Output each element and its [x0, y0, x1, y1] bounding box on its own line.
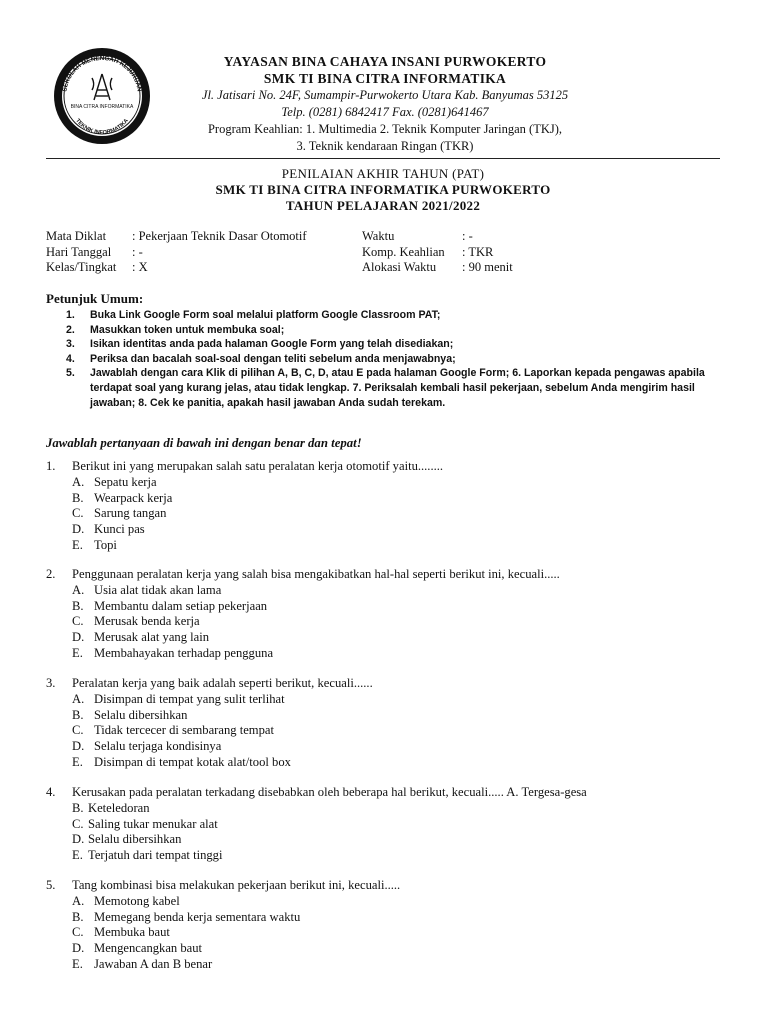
instruction-item [66, 352, 726, 367]
instruction-item [66, 323, 726, 338]
info-row [362, 245, 513, 261]
yayasan-name: YAYASAN BINA CAHAYA INSANI PURWOKERTO [223, 54, 547, 69]
option-letter: A. [72, 474, 85, 489]
option-letter: D. [72, 941, 85, 956]
option-text: Sarung tangan [94, 506, 167, 521]
answer-option [46, 506, 726, 522]
answer-option [46, 522, 726, 538]
school-address: Jl. Jatisari No. 24F, Sumampir-Purwokerto Utara Kab. Banyumas 53125 [201, 88, 569, 102]
option-text: Tidak tercecer di sembarang tempat [94, 723, 274, 738]
option-text: Jawaban A dan B benar [94, 956, 213, 971]
instructions-title: Petunjuk Umum: [46, 291, 144, 306]
option-text: Membuka baut [94, 925, 170, 940]
answer-option [46, 692, 726, 708]
answer-option [46, 957, 726, 973]
answer-option [46, 630, 726, 646]
option-text: Keteledoran [88, 800, 150, 815]
option-text: Merusak benda kerja [94, 614, 200, 629]
school-name: SMK TI BINA CITRA INFORMATIKA [263, 71, 507, 86]
answer-option [46, 614, 726, 630]
instruction-text: Buka Link Google Form soal melalui platform Google Classroom PAT; [90, 309, 441, 321]
option-text: Membahayakan terhadap pengguna [94, 645, 274, 660]
option-text: Membantu dalam setiap pekerjaan [94, 598, 268, 613]
info-value: : 90 menit [462, 260, 513, 274]
option-letter: D. [72, 630, 85, 645]
answer-option [46, 832, 726, 848]
option-text: Mengencangkan baut [94, 941, 203, 956]
option-letter: D. [72, 522, 85, 537]
answer-instruction: Jawablah pertanyaan di bawah ini dengan benar dan tepat! [46, 436, 362, 450]
question-text: Penggunaan peralatan kerja yang salah bisa mengakibatkan hal-hal seperti berikut ini, kecuali..... [72, 567, 560, 581]
answer-option [46, 925, 726, 941]
answer-option [46, 801, 726, 817]
question-number: 5. [46, 878, 56, 892]
info-row [362, 260, 513, 276]
instruction-number: 5. [66, 367, 75, 380]
option-text: Usia alat tidak akan lama [94, 582, 222, 597]
answer-option [46, 894, 726, 910]
exam-info-right [362, 229, 513, 276]
exam-title-line-1: PENILAIAN AKHIR TAHUN (PAT) [281, 166, 485, 181]
option-text: Selalu dibersihkan [88, 832, 182, 847]
question-5 [46, 878, 726, 973]
logo-ring-text: SEKOLAH MENENGAH KEJURUAN [61, 54, 143, 93]
option-letter: E. [72, 956, 83, 971]
question-number: 4. [46, 785, 56, 799]
option-letter: B. [72, 800, 84, 815]
instruction-text: Periksa dan bacalah soal-soal dengan teliti sebelum anda menjawabnya; [90, 352, 456, 365]
option-text: Memegang benda kerja sementara waktu [94, 909, 301, 924]
option-letter: E. [72, 645, 83, 660]
instructions-list [66, 308, 726, 410]
answer-option [46, 538, 726, 554]
info-label: Waktu [362, 229, 395, 243]
option-letter: E. [72, 848, 83, 863]
question-text: Kerusakan pada peralatan terkadang disebabkan oleh beberapa hal berikut, kecuali..... A. Tergesa-gesa [72, 785, 587, 799]
info-row [46, 245, 307, 261]
option-text: Disimpan di tempat yang sulit terlihat [94, 691, 285, 706]
option-text: Wearpack kerja [94, 490, 173, 505]
exam-title-line-2: SMK TI BINA CITRA INFORMATIKA PURWOKERTO [215, 182, 551, 197]
option-letter: A. [72, 691, 85, 706]
instruction-item [66, 337, 726, 352]
exam-title-line-3: TAHUN PELAJARAN 2021/2022 [285, 198, 481, 213]
option-letter: A. [72, 582, 85, 597]
answer-option [46, 646, 726, 662]
answer-option [46, 491, 726, 507]
instruction-text: Jawablah dengan cara Klik di pilihan A, B, C, D, atau E pada halaman Google Form; 6. Laporkan kepada pengawas apabila terdapat soal yang kurang jelas, atau tidak lengkap. 7. Periksalah kembali hasil pekerjaan, sebelum Anda mengirim hasil jawaban; 8. Cek ke panitia, apakah hasil jawaban Anda sudah terekam. [90, 367, 705, 409]
answer-option [46, 941, 726, 957]
exam-info-left [46, 229, 307, 276]
question-text: Berikut ini yang merupakan salah satu peralatan kerja otomotif yaitu........ [72, 459, 444, 473]
option-letter: D. [72, 739, 85, 754]
option-text: Disimpan di tempat kotak alat/tool box [94, 754, 291, 769]
answer-option [46, 910, 726, 926]
info-label: Komp. Keahlian [362, 244, 445, 259]
option-letter: B. [72, 707, 84, 722]
option-letter: E. [72, 537, 83, 552]
exam-title [46, 166, 720, 214]
option-letter: E. [72, 754, 83, 769]
option-text: Saling tukar menukar alat [88, 816, 218, 831]
info-label: Alokasi Waktu [362, 260, 437, 274]
option-letter: C. [72, 614, 84, 629]
header-divider [46, 158, 720, 159]
info-value: : - [132, 244, 143, 259]
instruction-text: Isikan identitas anda pada halaman Google Form yang telah disediakan; [90, 338, 454, 351]
info-value: : Pekerjaan Teknik Dasar Otomotif [132, 229, 307, 243]
info-value: : X [132, 260, 148, 274]
option-letter: D. [72, 832, 85, 847]
question-2 [46, 567, 726, 662]
answer-option [46, 739, 726, 755]
question-text: Peralatan kerja yang baik adalah seperti berikut, kecuali...... [72, 676, 373, 690]
info-value: : TKR [462, 244, 494, 259]
answer-option [46, 723, 726, 739]
answer-option [46, 475, 726, 491]
option-text: Selalu terjaga kondisinya [94, 739, 222, 754]
answer-option [46, 583, 726, 599]
option-text: Terjatuh dari tempat tinggi [88, 848, 223, 863]
program-line-1: Program Keahlian: 1. Multimedia 2. Teknik Komputer Jaringan (TKJ), [207, 122, 563, 136]
school-phone: Telp. (0281) 6842417 Fax. (0281)641467 [281, 105, 489, 119]
question-text: Tang kombinasi bisa melakukan pekerjaan berikut ini, kecuali..... [72, 878, 401, 892]
answer-option [46, 848, 726, 864]
instruction-item [66, 308, 726, 323]
info-row [362, 229, 513, 245]
logo-bottom-text: TEKNIK INFORMATIKA [74, 117, 130, 137]
answer-option [46, 708, 726, 724]
question-number: 3. [46, 676, 56, 690]
question-number: 1. [46, 459, 56, 473]
info-label: Kelas/Tingkat [46, 260, 117, 274]
option-text: Sepatu kerja [94, 474, 157, 489]
question-3 [46, 676, 726, 771]
instruction-number: 4. [66, 352, 75, 365]
instruction-item [66, 366, 726, 410]
instruction-text: Masukkan token untuk membuka soal; [90, 323, 285, 336]
school-logo [52, 46, 152, 146]
logo-center-text: BINA CITRA INFORMATIKA [70, 104, 134, 110]
answer-option [46, 755, 726, 771]
instruction-number: 1. [66, 309, 75, 321]
option-letter: C. [72, 816, 84, 831]
instruction-number: 3. [66, 338, 75, 351]
option-letter: A. [72, 893, 85, 908]
option-letter: B. [72, 909, 84, 924]
info-label: Hari Tanggal [46, 244, 112, 259]
option-letter: B. [72, 598, 84, 613]
option-letter: C. [72, 925, 84, 940]
program-line-2: 3. Teknik kendaraan Ringan (TKR) [296, 139, 474, 153]
info-row [46, 260, 307, 276]
option-text: Merusak alat yang lain [94, 630, 210, 645]
info-label: Mata Diklat [46, 229, 107, 243]
option-text: Memotong kabel [94, 893, 180, 908]
option-letter: B. [72, 490, 84, 505]
question-1 [46, 459, 726, 554]
letterhead [160, 54, 610, 155]
info-row [46, 229, 307, 245]
option-letter: C. [72, 506, 84, 521]
option-letter: C. [72, 723, 84, 738]
question-4 [46, 785, 726, 864]
instruction-number: 2. [66, 323, 75, 336]
answer-option [46, 599, 726, 615]
option-text: Kunci pas [94, 522, 145, 537]
option-text: Selalu dibersihkan [94, 707, 188, 722]
question-number: 2. [46, 567, 56, 581]
option-text: Topi [94, 537, 117, 552]
info-value: : - [462, 229, 473, 243]
answer-option [46, 817, 726, 833]
